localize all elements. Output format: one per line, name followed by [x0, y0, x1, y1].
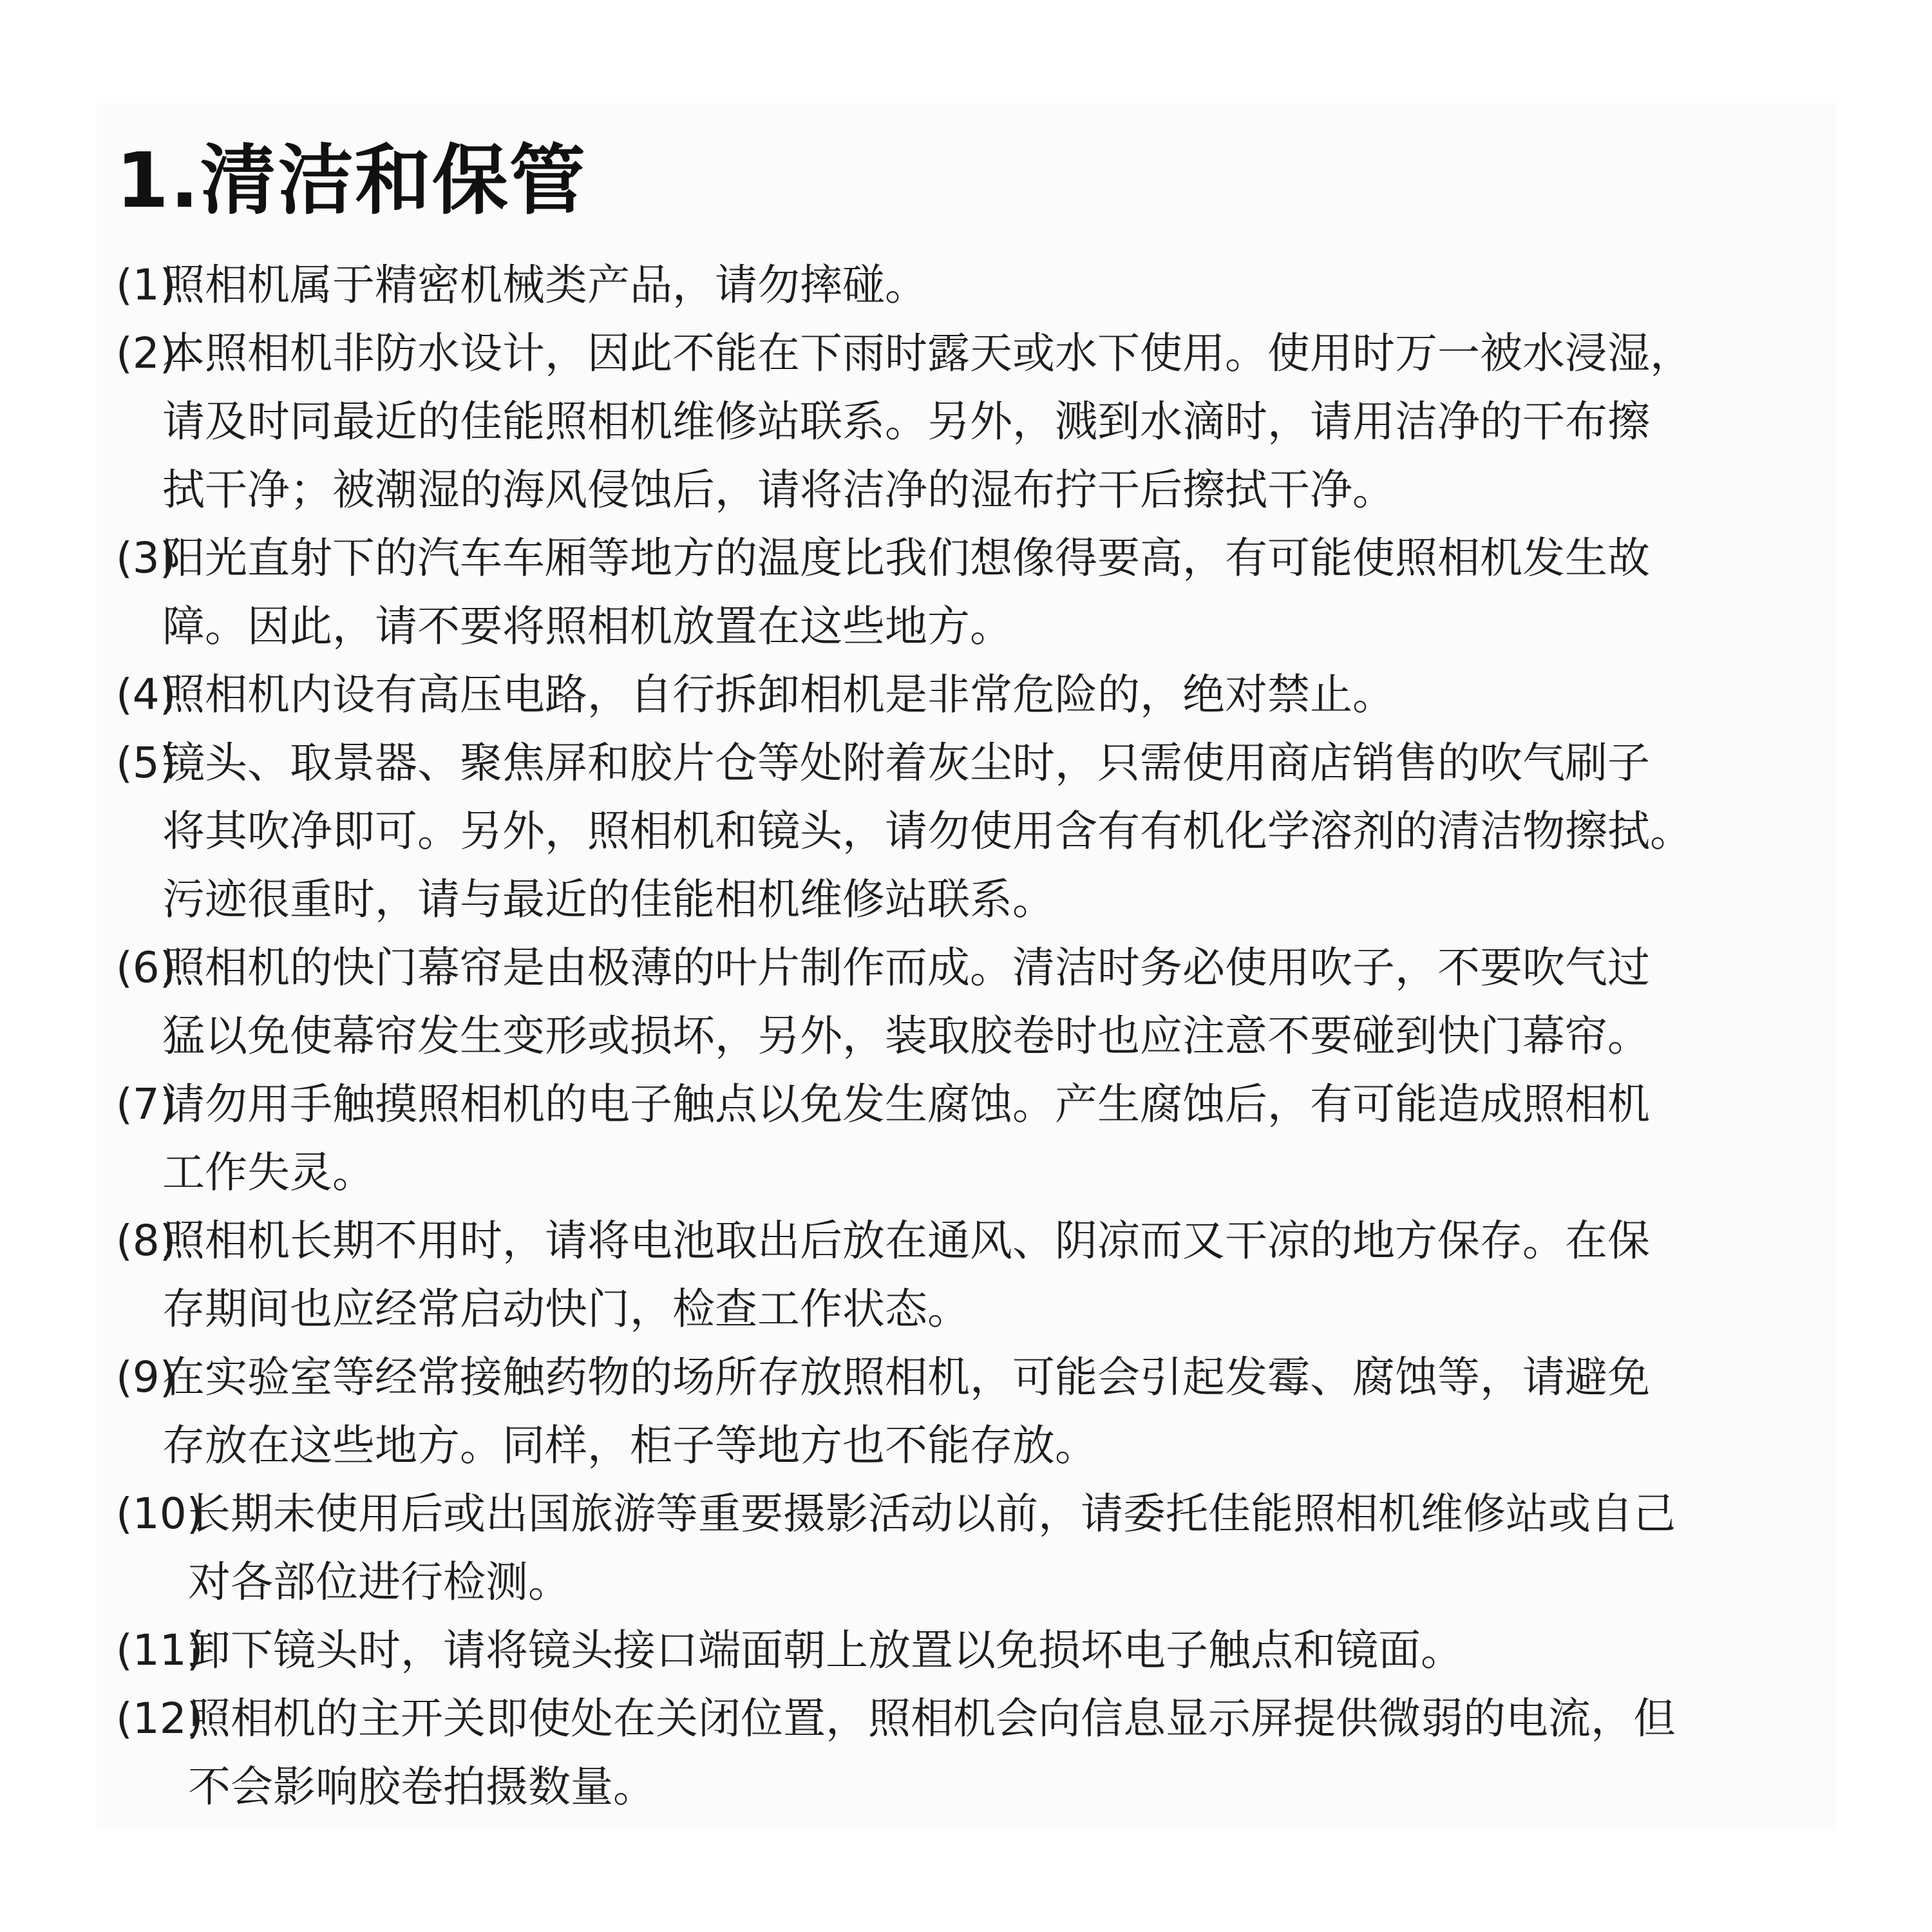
item-number: (3)	[116, 533, 176, 583]
list-item	[116, 729, 1823, 934]
care-instructions-list	[116, 251, 1823, 1821]
list-item	[116, 319, 1823, 524]
item-number: (4)	[116, 670, 176, 719]
item-text-line: 本照相机非防水设计，因此不能在下雨时露天或水下使用。使用时万一被水浸湿，	[162, 328, 1692, 378]
list-item	[116, 661, 1823, 729]
item-number: (5)	[116, 738, 176, 788]
item-text-line: 将其吹净即可。另外，照相机和镜头，请勿使用含有有机化学溶剂的清洁物擦拭。	[162, 806, 1692, 856]
item-text-line: 在实验室等经常接触药物的场所存放照相机，可能会引起发霉、腐蚀等，请避免	[162, 1352, 1650, 1402]
item-number: (2)	[116, 328, 176, 378]
list-item	[116, 1343, 1823, 1480]
list-item	[116, 1070, 1823, 1207]
list-item	[116, 251, 1823, 319]
item-number: (10)	[116, 1489, 204, 1539]
list-item	[116, 934, 1823, 1070]
item-text-line: 对各部位进行检测。	[188, 1557, 571, 1607]
item-text-line: 工作失灵。	[162, 1148, 375, 1197]
item-text-line: 存放在这些地方。同样，柜子等地方也不能存放。	[162, 1421, 1097, 1470]
list-item	[116, 1480, 1823, 1616]
item-text-line: 卸下镜头时，请将镜头接口端面朝上放置以免损坏电子触点和镜面。	[188, 1625, 1463, 1675]
item-number: (8)	[116, 1216, 176, 1265]
item-text-line: 请及时同最近的佳能照相机维修站联系。另外，溅到水滴时，请用洁净的干布擦	[162, 397, 1650, 446]
item-text-line: 照相机属于精密机械类产品，请勿摔碰。	[162, 260, 927, 310]
item-text-line: 照相机的主开关即使处在关闭位置，照相机会向信息显示屏提供微弱的电流，但	[188, 1694, 1676, 1743]
item-text-line: 猛以免使幕帘发生变形或损坏，另外，装取胶卷时也应注意不要碰到快门幕帘。	[162, 1011, 1650, 1061]
item-text-line: 镜头、取景器、聚焦屏和胶片仓等处附着灰尘时，只需使用商店销售的吹气刷子	[162, 738, 1650, 788]
item-number: (12)	[116, 1694, 204, 1743]
list-item	[116, 1616, 1823, 1685]
item-text-line: 照相机内设有高压电路，自行拆卸相机是非常危险的，绝对禁止。	[162, 670, 1395, 719]
item-number: (9)	[116, 1352, 176, 1402]
item-number: (1)	[116, 260, 176, 310]
item-number: (7)	[116, 1079, 176, 1129]
item-text-line: 照相机长期不用时，请将电池取出后放在通风、阴凉而又干凉的地方保存。在保	[162, 1216, 1650, 1265]
item-text-line: 请勿用手触摸照相机的电子触点以免发生腐蚀。产生腐蚀后，有可能造成照相机	[162, 1079, 1650, 1129]
item-text-line: 不会影响胶卷拍摄数量。	[188, 1762, 656, 1812]
item-text-line: 存期间也应经常启动快门，检查工作状态。	[162, 1284, 970, 1334]
section-title: 1.清洁和保管	[116, 136, 587, 225]
list-item	[116, 524, 1823, 661]
list-item	[116, 1685, 1823, 1821]
item-text-line: 照相机的快门幕帘是由极薄的叶片制作而成。清洁时务必使用吹子，不要吹气过	[162, 943, 1650, 992]
item-number: (6)	[116, 943, 176, 992]
item-number: (11)	[116, 1625, 204, 1675]
list-item	[116, 1207, 1823, 1343]
item-text-line: 长期未使用后或出国旅游等重要摄影活动以前，请委托佳能照相机维修站或自己	[188, 1489, 1676, 1539]
item-text-line: 污迹很重时，请与最近的佳能相机维修站联系。	[162, 875, 1055, 924]
item-text-line: 阳光直射下的汽车车厢等地方的温度比我们想像得要高，有可能使照相机发生故	[162, 533, 1650, 583]
item-text-line: 拭干净；被潮湿的海风侵蚀后，请将洁净的湿布拧干后擦拭干净。	[162, 465, 1395, 515]
item-text-line: 障。因此，请不要将照相机放置在这些地方。	[162, 601, 1012, 651]
